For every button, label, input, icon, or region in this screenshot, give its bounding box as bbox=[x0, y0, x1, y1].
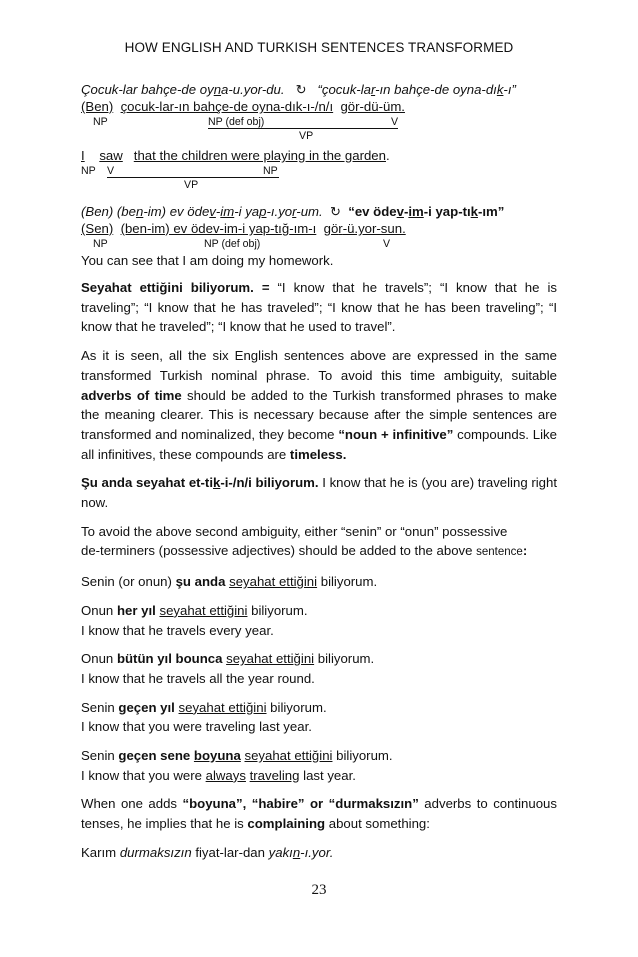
paragraph-2: As it is seen, all the six English sentences above are expressed in the same transformed Turkish nominal phrase. To avoid this time ambiguity, suitable adverbs of time should be added to the Turkish transformed phrases to make the meaning clearer. This is necessary because after the simple sentences are transformed and nominalized, they become “noun + infinitive” compounds. Like all infinitives, these compounds are timeless. bbox=[81, 348, 557, 462]
ex2-v-label: V bbox=[107, 165, 115, 177]
example-gecen-sene-boyuna: Senin geçen sene boyuna seyahat ettiğini biliyorum. I know that you were always traveling last year. bbox=[81, 748, 393, 783]
paragraph-1: Seyahat ettiğini biliyorum. = “I know that he travels”; “I know that he is traveling”; “I know that he has traveled”; “I know that he has been traveling”; “I know that he traveled”; “I know that he used to travel”. bbox=[81, 280, 557, 335]
ex1-vp-label: VP bbox=[299, 130, 314, 142]
paragraph-complaining: When one adds “boyuna”, “habire” or “durmaksızın” adverbs to continuous tenses, he implies that he is complaining about something: bbox=[81, 796, 557, 832]
ex2-vp-label: VP bbox=[184, 179, 199, 191]
example-karim: Karım durmaksızın fiyat-lar-dan yakın-ı.yor. bbox=[81, 844, 334, 860]
transform-arrow-icon: ↻ bbox=[295, 82, 307, 97]
paragraph-4: To avoid the above second ambiguity, either “senin” or “onun” possessive de-terminers (possessive adjectives) should be added to the above sentence: bbox=[81, 523, 528, 559]
ex1-vp-row bbox=[81, 129, 557, 143]
ex3-english: You can see that I am doing my homework. bbox=[81, 253, 334, 268]
example-her-yil: Onun her yıl seyahat ettiğini biliyorum. I know that he travels every year. bbox=[81, 602, 308, 638]
ex3-v-label: V bbox=[383, 238, 391, 250]
example-butun-yil: Onun bütün yıl bounca seyahat ettiğini biliyorum. I know that he travels all the year round. bbox=[81, 651, 375, 686]
ex2-labels-row bbox=[81, 164, 557, 178]
ex2-np2-label: NP bbox=[263, 165, 278, 177]
ex1-npdef-label: NP (def obj) bbox=[208, 116, 265, 128]
content bbox=[81, 68, 557, 863]
ex1-np-label: NP bbox=[93, 116, 108, 128]
paragraph-3: Şu anda seyahat et-tik-i-/n/i biliyorum. I know that he is (you are) traveling right now. bbox=[81, 475, 557, 511]
ex1-labels-row bbox=[81, 115, 557, 129]
ex2-vp-row bbox=[81, 178, 557, 192]
transform-arrow-icon-2: ↻ bbox=[330, 204, 341, 219]
ex3-np-label: NP bbox=[93, 238, 108, 250]
ex1-line1: Çocuk-lar bahçe-de oyna-u.yor-du. ↻ “çocuk-lar-ın bahçe-de oyna-dık-ı” bbox=[81, 82, 516, 97]
example-gecen-yil: Senin geçen yıl seyahat ettiğini biliyorum. I know that you were traveling last year. bbox=[81, 699, 327, 735]
ex3-line1: (Ben) (ben-im) ev ödev-im-i yap-ı.yor-um. ↻ “ev ödev-im-i yap-tık-ım” bbox=[81, 204, 505, 219]
running-header: HOW ENGLISH AND TURKISH SENTENCES TRANSFORMED bbox=[124, 40, 514, 55]
ex1-line2: (Ben) çocuk-lar-ın bahçe-de oyna-dık-ı-/n/ı gör-dü-üm. bbox=[81, 99, 405, 114]
page-number: 23 bbox=[311, 882, 327, 898]
ex2-line1: I saw that the children were playing in the garden. bbox=[81, 148, 390, 163]
ex2-np1-label: NP bbox=[81, 165, 96, 177]
ex3-labels-row bbox=[81, 237, 557, 251]
example-senin-su-anda: Senin (or onun) şu anda seyahat ettiğini biliyorum. bbox=[81, 574, 378, 590]
ex3-line2: (Sen) (ben-im) ev ödev-im-i yap-tığ-ım-ı gör-ü.yor-sun. bbox=[81, 221, 406, 236]
ex1-v-label: V bbox=[391, 116, 399, 128]
ex3-npdef-label: NP (def obj) bbox=[204, 238, 261, 250]
